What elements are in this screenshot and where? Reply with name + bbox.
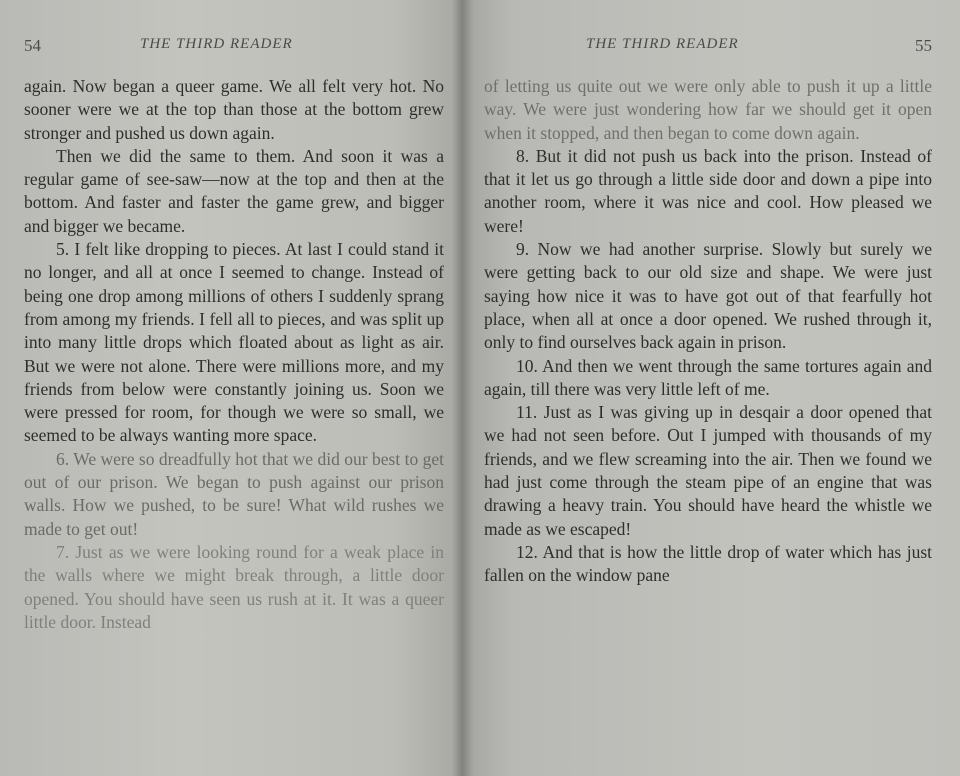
right-running-title: THE THIRD READER — [586, 36, 739, 52]
paragraph: again. Now began a queer game. We all felt very hot. No sooner were we at the top than those at the bottom grew stronger and pushed us down again. — [24, 76, 444, 143]
paragraph: 7. Just as we were looking round for a weak place in the walls where we might break through, a little door opened. You should have seen us rush at it. It was a queer little door. Instead — [24, 541, 444, 632]
right-page-header — [486, 36, 932, 58]
paragraph: Then we did the same to them. And soon it was a regular game of see-saw—now at the top and then at the bottom. And faster and faster the game grew, and bigger and bigger we became. — [24, 145, 444, 236]
right-page-text — [484, 75, 932, 588]
left-page — [0, 0, 462, 776]
left-running-title: THE THIRD READER — [140, 36, 293, 52]
left-page-text — [24, 75, 444, 634]
paragraph: 6. We were so dreadfully hot that we did our best to get out of our prison. We began to push against our prison walls. How we pushed, to be sure! What wild rushes we made to get out! — [24, 448, 444, 539]
right-page — [462, 0, 960, 776]
paragraph: 11. Just as I was giving up in desqair a door opened that we had not seen before. Out I jumped with thousands of my friends, and we flew screaming into the air. Then we found we had just come through the steam pipe of an engine that was drawing a heavy train. You should have heard the whistle we made as we escaped! — [484, 402, 932, 539]
left-page-number: 54 — [24, 36, 41, 55]
paragraph: of letting us quite out we were only able to push it up a little way. We were just wondering how far we should get it open when it stopped, and then began to come down again. — [484, 76, 932, 143]
paragraph: 10. And then we went through the same tortures again and again, till there was very little left of me. — [484, 355, 932, 399]
paragraph: 9. Now we had another surprise. Slowly but surely we were getting back to our old size and shape. We were just saying how nice it was to have got out of that fearfully hot place, when all at once a door opened. We rushed through it, only to find ourselves back again in prison. — [484, 239, 932, 353]
right-page-number: 55 — [915, 36, 932, 55]
paragraph: 12. And that is how the little drop of water which has just fallen on the window pane — [484, 541, 932, 586]
paragraph: 8. But it did not push us back into the prison. Instead of that it let us go through a little side door and down a pipe into another room, where it was nice and cool. How pleased we were! — [484, 145, 932, 236]
paragraph: 5. I felt like dropping to pieces. At last I could stand it no longer, and all at once I seemed to change. Instead of being one drop among millions of others I suddenly sprang from among my friends. I fell all to pieces, and was split up into many little drops which floated about as light as air. But we were not alone. There were millions more, and my friends from below were constantly joining us. Soon we were pressed for room, for though we were so small, we seemed to be always wanting more space. — [24, 239, 444, 446]
left-page-header — [24, 36, 444, 58]
